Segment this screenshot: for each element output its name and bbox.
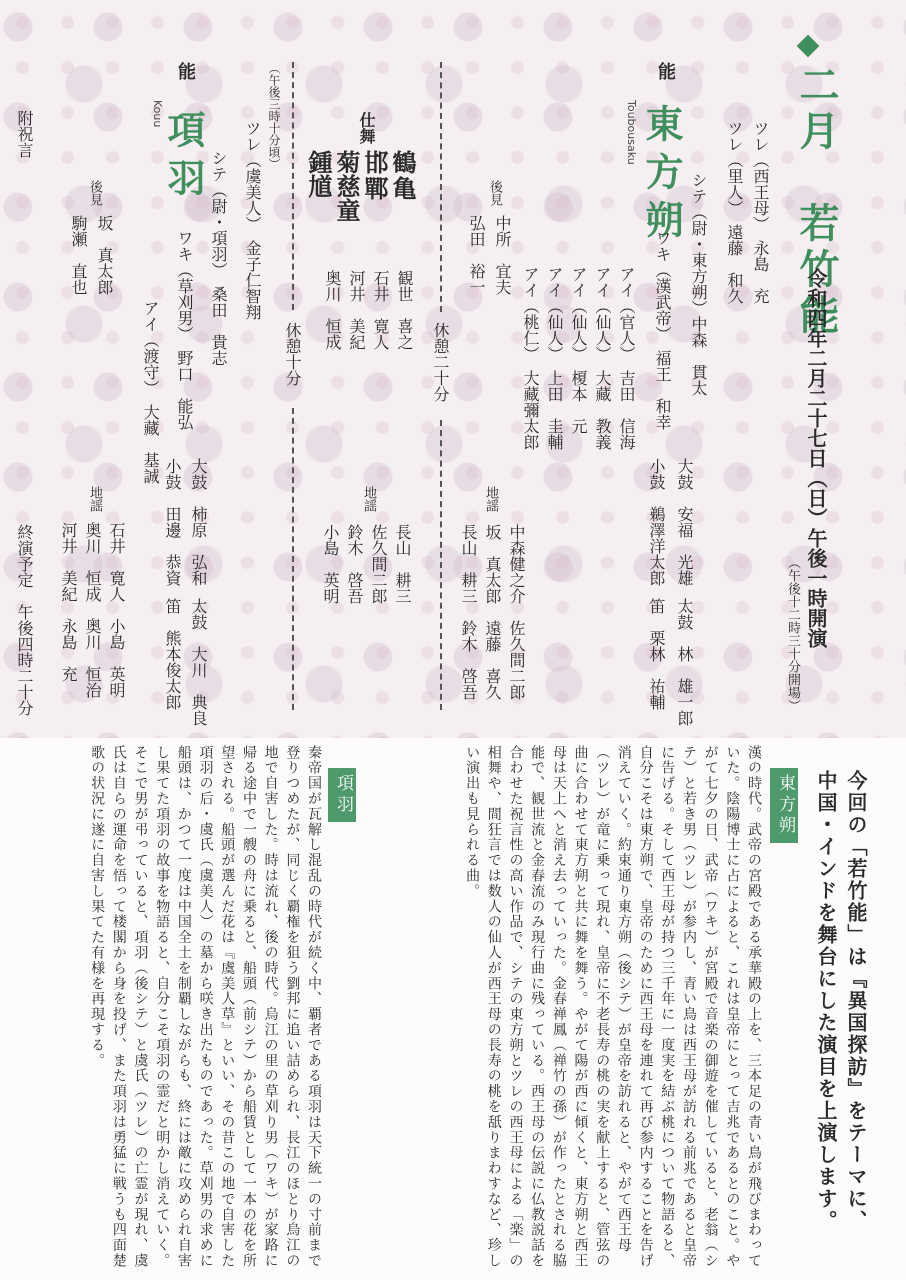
shimai-title: 鶴亀 xyxy=(388,150,417,202)
shimai-title: 鍾馗 xyxy=(304,150,333,198)
kouu-title: 項羽 xyxy=(161,110,206,206)
musician-line: 笛 熊本俊太郎 xyxy=(163,598,182,710)
shugen-label: 附祝言 xyxy=(15,110,34,158)
kouu-romaji: Kouu xyxy=(151,100,164,128)
toubousaku-synopsis: 漢の時代。武帝の宮殿である承華殿の上を、三本足の青い鳥が飛びまわっていた。陰陽博士に占によると、これは皇帝にとって吉兆であるとのこと。やがて七夕の日、武帝（ワキ）が宮殿で音楽の御遊を催していると、老翁（シテ）と若き男（ツレ）が参内し、青い鳥は西王母が訪れる前兆であると皇帝に告げる。そして西王母が持つ三千年に一度実を結ぶ桃について物語ると、自分こそは東方朔で、皇帝のために西王母を連れて再び参内することを告げ消えていく。約束通り東方朔（後シテ）が皇帝を訪れると、やがて西王母（ツレ）が竜に乗って現れ、皇帝に不老長寿の桃の実を献上すると、管弦の曲に合わせて東方朔と共に舞を舞う。やがて陽が西に傾くと、東方朔と西王母は天上へと消え去っていった。金春禅鳳（禅竹の孫）が作ったとされる脇能で、観世流と金春流のみ現行曲に残っている。西王母の伝説に仏教説話を合わせた祝言性の高い作品で、シテの東方朔とツレの西王母による「楽」の相舞や、間狂言では数人の仙人が西王母の長寿の桃を舐りまわすなど、珍しい演出も見られる曲。 xyxy=(464,745,762,1269)
break-label: 休憩十分 xyxy=(283,322,302,386)
shimai-performer: 石井 寛人 xyxy=(371,270,390,350)
musician-line: 笛 栗林 祐輔 xyxy=(647,598,666,710)
program-title: 二月 若竹能 xyxy=(793,64,840,340)
cast-line: アイ（桃仁） 大藏彌太郎 xyxy=(521,266,540,450)
toubousaku-romaji: Toubousaku xyxy=(625,100,638,165)
cast-line: シテ（尉・東方朔）中森 貫太 xyxy=(689,172,708,396)
intro-line-2: 中国・インドを舞台にした演目を上演します。 xyxy=(814,770,838,1232)
toubousaku-heading: 東方朔 xyxy=(770,768,798,843)
kouken-name: 駒瀬 直也 xyxy=(69,215,88,295)
toubousaku-category: 能 xyxy=(655,62,676,80)
end-time: 終演予定 午後四時二十分 xyxy=(15,524,34,716)
kouken-label: 後見 xyxy=(87,180,102,206)
kouu-time-note: （午後三時十分頃） xyxy=(267,62,281,170)
shimai-performer: 観世 喜之 xyxy=(395,270,414,350)
intro-line-1: 今回の「若竹能」は『異国探訪』をテーマに、 xyxy=(844,770,868,1232)
cast-line: ツレ（里人） 遠藤 和久 xyxy=(725,120,744,304)
shimai-title: 邯鄲 xyxy=(360,150,389,202)
shimai-performer: 河井 美紀 xyxy=(347,270,366,350)
cast-line: アイ（渡守） 大藏 基誠 xyxy=(141,300,160,484)
musician-line: 大鼓 柿原 弘和 xyxy=(189,458,208,586)
musician-line: 小鼓 鵜澤洋太郎 xyxy=(647,458,666,586)
jiutai-line: 奥川 恒成 奥川 恒治 xyxy=(83,522,102,698)
jiutai-line: 中森健之介 佐久間二郎 xyxy=(507,524,526,700)
divider xyxy=(292,62,294,310)
divider xyxy=(292,408,294,710)
jiutai-line: 鈴木 啓吾 xyxy=(345,524,364,604)
musician-line: 太鼓 大川 典良 xyxy=(189,598,208,726)
kouu-heading: 項羽 xyxy=(328,768,356,822)
cast-line: ワキ（草刈男） 野口 能弘 xyxy=(175,230,194,430)
program-date: 令和四年二月二十七日（日）午後一時開演 xyxy=(804,268,828,648)
jiutai-label: 地謡 xyxy=(87,486,102,512)
jiutai-line: 長山 耕三 xyxy=(393,524,412,604)
toubousaku-title: 東方朔 xyxy=(639,104,684,248)
cast-line: ツレ（西王母） 永島 充 xyxy=(751,120,770,304)
musician-line: 太鼓 林 雄一郎 xyxy=(675,598,694,726)
cast-line: アイ（仙人） 大藏 教義 xyxy=(593,266,612,450)
jiutai-line: 石井 寛人 小島 英明 xyxy=(107,522,126,698)
divider xyxy=(440,420,442,710)
shimai-label: 仕舞 xyxy=(357,112,376,144)
cast-line: シテ（尉・項羽） 桑田 貴志 xyxy=(209,150,228,366)
musician-line: 小鼓 田邊 恭資 xyxy=(163,458,182,586)
cast-line: ワキ（漢武帝） 福王 和幸 xyxy=(653,230,672,430)
kouu-synopsis: 秦帝国が瓦解し混乱の時代が続く中、覇者である項羽は天下統一の寸前まで登りつめたが、同じく覇権を狙う劉邦に追い詰められ、長江のほとり烏江の地で自害した。時は流れ、後の時代。烏江の里の草刈り男（ワキ）が家路に帰る途中で一艘の舟に乗ると、船頭（前シテ）から船賃として一本の花を所望される。船頭が選んだ花は『虞美人草』といい、その昔この地で自害した項羽の后・虞氏（虞美人）の墓から咲き出たものであった。草刈男の求めに船頭は、かつて一度は中国全土を制覇しながらも、終には敵に攻められ自害し果てた項羽の故事を物語ると、自分こそ項羽の霊だと明かし消えていく。そこで男が弔っていると、項羽（後シテ）と虞氏（ツレ）の亡霊が現れ、虞氏は自らの運命を悟って楼閣から身を投げ、また項羽は勇猛に戦うも四面楚歌の状況に遂に自害し果てた有様を再現する。 xyxy=(89,745,322,1269)
break-label: 休憩二十分 xyxy=(431,322,450,402)
kouken-name: 弘田 裕一 xyxy=(467,215,486,295)
jiutai-line: 小島 英明 xyxy=(321,524,340,604)
kouken-name: 中所 宜夫 xyxy=(493,215,512,295)
jiutai-line: 佐久間二郎 xyxy=(369,524,388,604)
kouken-label: 後見 xyxy=(487,180,502,206)
jiutai-line: 坂 真太郎 遠藤 喜久 xyxy=(483,524,502,700)
cast-line: アイ（官人） 吉田 信海 xyxy=(617,266,636,450)
jiutai-label: 地謡 xyxy=(361,486,376,512)
divider xyxy=(440,62,442,312)
cast-line: ツレ（虞美人） 金子仁智翔 xyxy=(243,120,262,320)
diamond-icon xyxy=(797,35,820,58)
cast-line: アイ（仙人） 榎本 元 xyxy=(569,266,588,434)
kouken-name: 坂 真太郎 xyxy=(95,215,114,295)
shimai-title: 菊慈童 xyxy=(332,150,361,222)
jiutai-line: 長山 耕三 鈴木 啓吾 xyxy=(459,524,478,700)
jiutai-line: 河井 美紀 永島 充 xyxy=(59,522,78,682)
shimai-performer: 奥川 恒成 xyxy=(323,270,342,350)
cast-line: アイ（仙人） 上田 圭輔 xyxy=(545,266,564,450)
jiutai-label: 地謡 xyxy=(483,486,498,512)
musician-line: 大鼓 安福 光雄 xyxy=(675,458,694,586)
program-doors: （午後十二時三十分開場） xyxy=(785,556,800,712)
kouu-category: 能 xyxy=(175,62,196,80)
